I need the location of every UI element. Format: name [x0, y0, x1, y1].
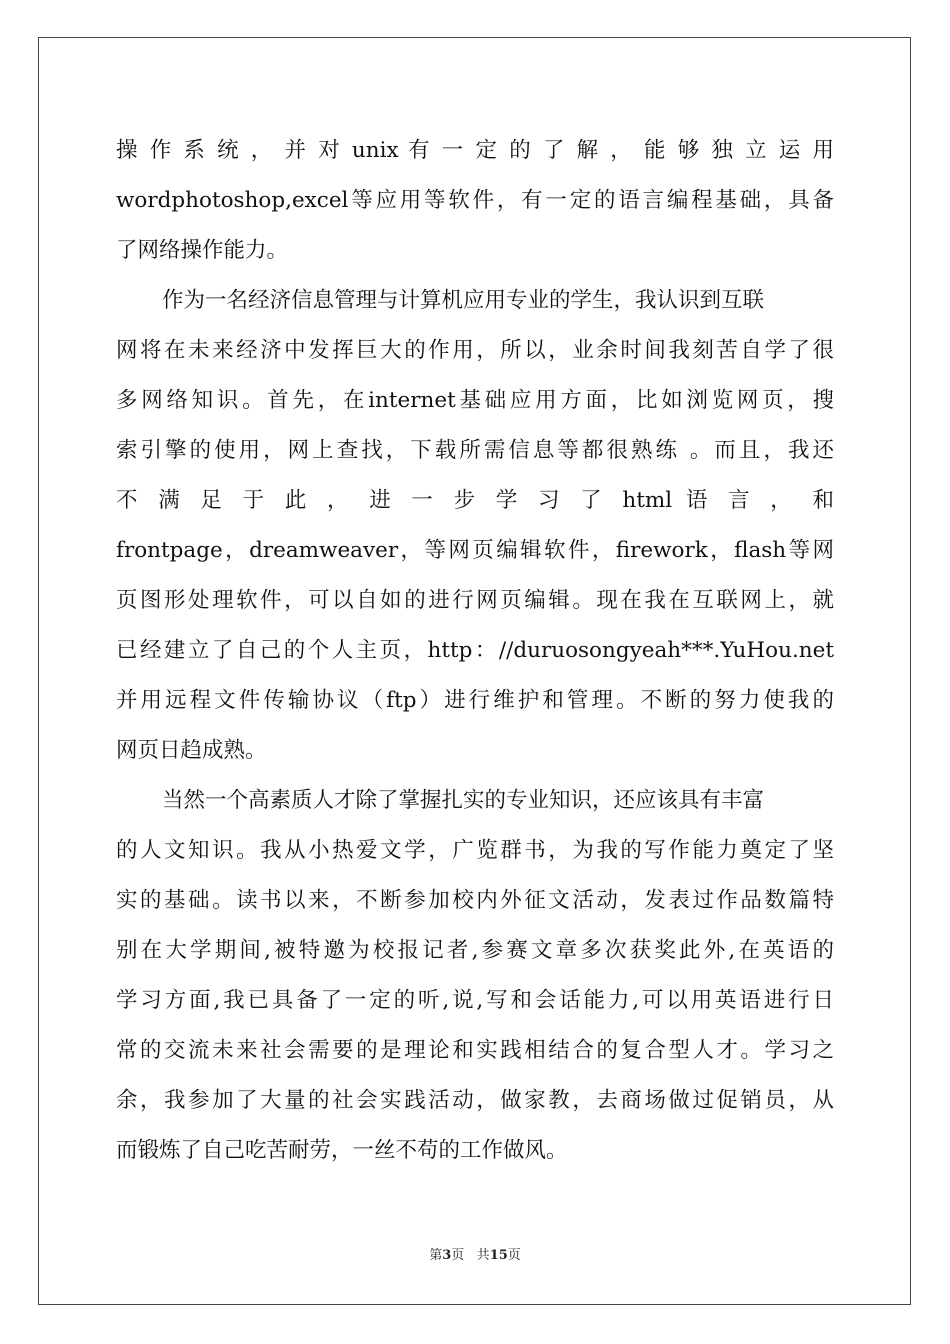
text-line: 已经建立了自己的个人主页，http：//duruosongyeah***.YuHou.net — [116, 638, 834, 663]
text-line: 索引擎的使用，网上查找，下载所需信息等都很熟练 。而且，我还 — [116, 438, 834, 463]
page-footer — [0, 1244, 950, 1263]
text-line: frontpage，dreamweaver，等网页编辑软件，firework，flash等网 — [116, 538, 834, 563]
total-prefix: 共 — [476, 1248, 490, 1263]
text-line: 多网络知识。首先，在internet基础应用方面，比如浏览网页，搜 — [116, 388, 834, 413]
text-line: 学习方面,我已具备了一定的听,说,写和会话能力,可以用英语进行日 — [116, 988, 834, 1013]
text-line: 实的基础。读书以来，不断参加校内外征文活动，发表过作品数篇特 — [116, 888, 834, 913]
page-suffix: 页 — [451, 1248, 465, 1263]
text-line: 当然一个高素质人才除了掌握扎实的专业知识，还应该具有丰富 — [162, 788, 765, 813]
page-prefix: 第 — [429, 1248, 443, 1263]
text-line: 别在大学期间,被特邀为校报记者,参赛文章多次获奖此外,在英语的 — [116, 938, 834, 963]
text-line: 常的交流未来社会需要的是理论和实践相结合的复合型人才。学习之 — [116, 1038, 834, 1063]
total-suffix: 页 — [507, 1248, 521, 1263]
text-line: 作为一名经济信息管理与计算机应用专业的学生，我认识到互联 — [162, 288, 765, 313]
total-pages: 15 — [489, 1248, 508, 1263]
document-body — [116, 126, 834, 1176]
text-line: 的人文知识。我从小热爱文学，广览群书，为我的写作能力奠定了坚 — [116, 838, 834, 863]
page-number: 3 — [442, 1248, 452, 1263]
text-line: 了网络操作能力。 — [116, 238, 289, 263]
text-line: 而锻炼了自己吃苦耐劳，一丝不苟的工作做风。 — [116, 1138, 568, 1163]
text-line: 网页日趋成熟。 — [116, 738, 267, 763]
text-line: 操 作 系 统 ， 并 对 unix 有 一 定 的 了 解 ， 能 够 独 立 运 用 — [116, 138, 834, 163]
text-line: 并用远程文件传输协议（ftp）进行维护和管理。不断的努力使我的 — [116, 688, 834, 713]
text-line: 页图形处理软件，可以自如的进行网页编辑。现在我在互联网上，就 — [116, 588, 834, 613]
text-line: wordphotoshop,excel等应用等软件，有一定的语言编程基础，具备 — [116, 188, 834, 213]
text-line: 不 满 足 于 此 ， 进 一 步 学 习 了 html 语 言 ， 和 — [116, 488, 834, 513]
text-line: 余，我参加了大量的社会实践活动，做家教，去商场做过促销员，从 — [116, 1088, 834, 1113]
text-line: 网将在未来经济中发挥巨大的作用，所以，业余时间我刻苦自学了很 — [116, 338, 834, 363]
